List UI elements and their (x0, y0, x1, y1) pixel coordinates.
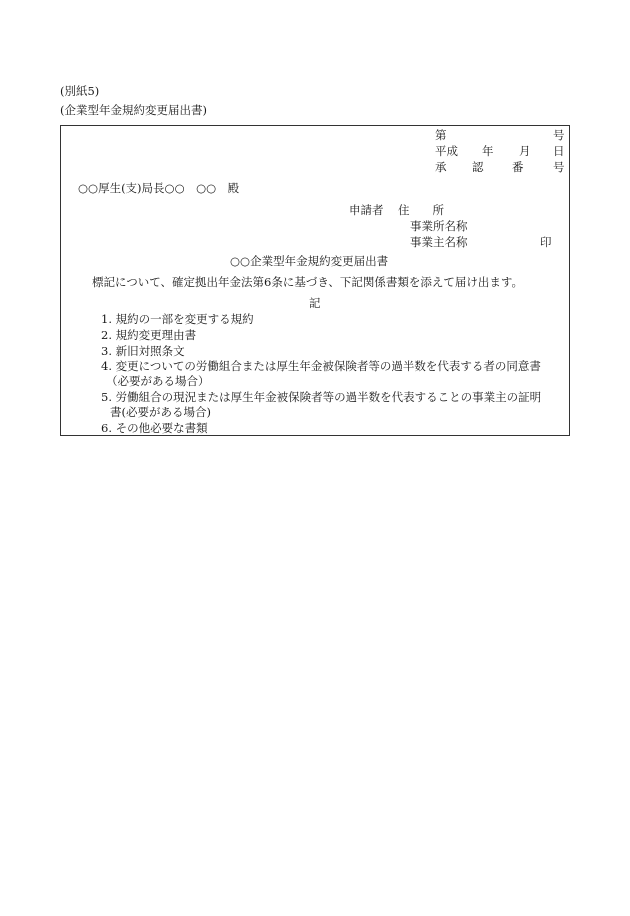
list-item-text: 変更についての労働組合または厚生年金被保険者等の過半数を代表する者の同意書 (115, 359, 541, 373)
date-month: 月 (519, 144, 531, 158)
document-title: ○○企業型年金規約変更届出書 (230, 254, 389, 268)
list-item-number: 1. (101, 312, 112, 326)
list-item-text: 新旧対照条文 (115, 344, 185, 358)
list-item-number: 6. (101, 421, 112, 435)
approval-shou: 承 (435, 160, 447, 174)
date-year: 年 (482, 144, 494, 158)
list-item (101, 328, 196, 342)
owner-name-label: 事業主名称 (410, 235, 468, 249)
list-item-continuation: （必要がある場合） (106, 374, 210, 388)
era-heisei: 平成 (435, 144, 458, 158)
number-prefix: 第 (435, 128, 447, 142)
list-item-text: その他必要な書類 (115, 421, 208, 435)
list-item (101, 312, 254, 326)
list-item-text: 規約変更理由書 (115, 328, 197, 342)
number-suffix: 号 (553, 128, 565, 142)
list-item (101, 421, 208, 435)
list-item-number: 5. (101, 390, 112, 404)
date-day: 日 (553, 144, 565, 158)
office-name-label: 事業所名称 (410, 219, 468, 233)
list-item-continuation: 書(必要がある場合) (110, 405, 211, 419)
address-label: 住 所 (398, 203, 444, 217)
list-item-number: 2. (101, 328, 112, 342)
document-body: 標記について、確定拠出年金法第6条に基づき、下記関係書類を添えて届け出ます。 (92, 275, 523, 289)
list-item-text: 労働組合の現況または厚生年金被保険者等の過半数を代表することの事業主の証明 (115, 390, 542, 404)
approval-ban: 番 (512, 160, 524, 174)
addressee: ○○厚生(支)局長○○ ○○ 殿 (78, 181, 240, 195)
approval-nin: 認 (472, 160, 484, 174)
ki-heading: 記 (309, 296, 321, 310)
form-name: (企業型年金規約変更届出書) (60, 103, 207, 117)
applicant-label: 申請者 (349, 203, 384, 217)
list-item-number: 4. (101, 359, 112, 373)
annex-label: (別紙5) (60, 84, 100, 98)
list-item-text: 規約の一部を変更する規約 (115, 312, 254, 326)
list-item-number: 3. (101, 344, 112, 358)
list-item (101, 344, 185, 358)
approval-gou: 号 (553, 160, 565, 174)
list-item (101, 390, 541, 404)
list-item (101, 359, 541, 373)
seal-mark: 印 (540, 235, 552, 249)
